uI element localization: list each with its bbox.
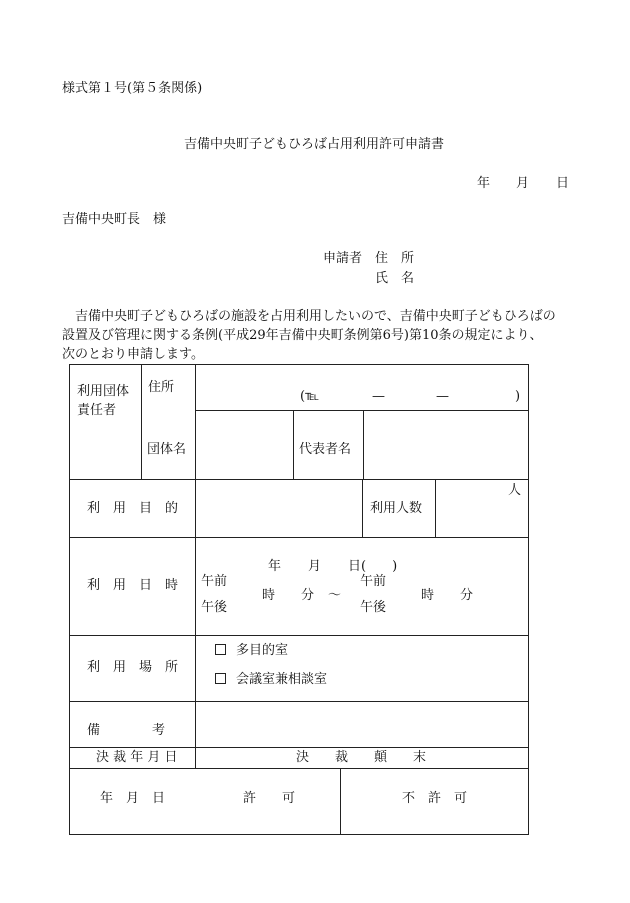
paragraph-line-2: 設置及び管理に関する条例(平成29年吉備中央町条例第6号)第10条の規定により、: [62, 328, 543, 343]
form-number: 様式第１号(第５条関係): [62, 81, 203, 96]
group-name-label: 団体名: [147, 442, 187, 457]
tel-label: (℡: [300, 389, 320, 404]
place-label: 利 用 場 所: [87, 660, 179, 675]
address-field-label: 住所: [148, 380, 175, 395]
decision-label: 決 裁 顛 末: [296, 750, 427, 765]
representative-label: 代表者名: [299, 442, 352, 457]
purpose-label: 利 用 目 的: [87, 501, 179, 516]
tilde: ～: [328, 588, 342, 603]
applicant-address-label: 住 所: [375, 251, 415, 266]
deny-label: 不 許 可: [402, 791, 468, 806]
group-label-line-1: 利用団体: [77, 384, 130, 399]
place-option-1-label: 多目的室: [236, 643, 289, 658]
place-option-meeting-room[interactable]: [215, 672, 327, 688]
remarks-label: 備 考: [87, 723, 166, 738]
tel-dash-2: —: [436, 389, 449, 404]
start-am: 午前: [201, 574, 228, 589]
permit-label: 許 可: [243, 791, 296, 806]
tel-dash-1: —: [372, 389, 385, 404]
checkbox-icon[interactable]: [215, 673, 226, 684]
dt-year: 年: [268, 559, 282, 574]
start-hour: 時: [262, 588, 276, 603]
dt-day: 日( ): [348, 559, 398, 574]
place-option-multipurpose[interactable]: [215, 643, 288, 659]
date-month: 月: [516, 176, 530, 191]
form-title: 吉備中央町子どもひろば占用利用許可申請書: [184, 137, 445, 152]
applicant-name-label: 氏 名: [375, 271, 415, 286]
applicant-label: 申請者: [323, 251, 363, 266]
count-label: 利用人数: [370, 501, 423, 516]
paragraph-line-1: 吉備中央町子どもひろばの施設を占用利用したいので、吉備中央町子どもひろばの: [62, 309, 556, 324]
group-label-line-2: 責任者: [77, 403, 117, 418]
start-pm: 午後: [201, 600, 228, 615]
end-hour: 時: [421, 588, 435, 603]
place-option-2-label: 会議室兼相談室: [236, 672, 328, 687]
datetime-label: 利 用 日 時: [87, 578, 179, 593]
person-unit: 人: [508, 483, 522, 498]
start-minute: 分: [301, 588, 315, 603]
dt-month: 月: [308, 559, 322, 574]
checkbox-icon[interactable]: [215, 644, 226, 655]
end-am: 午前: [360, 574, 387, 589]
date-day: 日: [556, 176, 570, 191]
paragraph-line-3: 次のとおり申請します。: [62, 347, 204, 362]
end-minute: 分: [460, 588, 474, 603]
addressee: 吉備中央町長 様: [62, 212, 167, 227]
tel-paren-close: ): [515, 389, 521, 404]
end-pm: 午後: [360, 600, 387, 615]
date-year: 年: [477, 176, 491, 191]
decision-date-label: 決 裁 年 月 日: [96, 750, 178, 765]
ymd-label: 年 月 日: [100, 791, 166, 806]
